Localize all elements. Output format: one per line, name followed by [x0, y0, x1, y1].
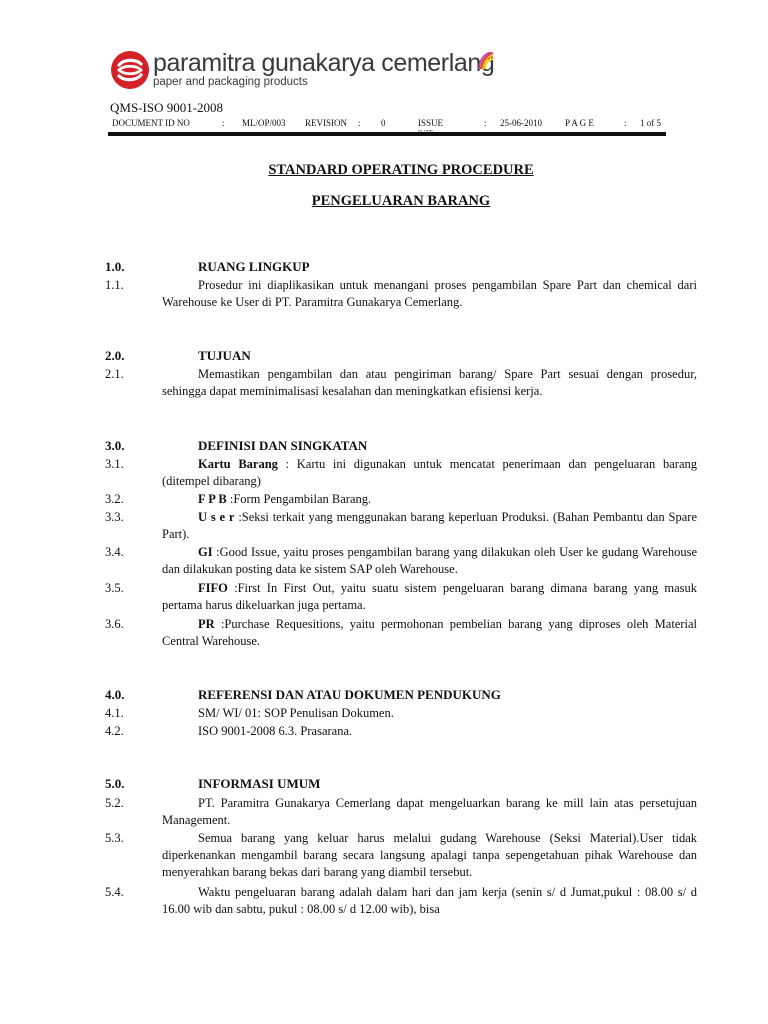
item-number: 4.1.	[105, 706, 124, 720]
company-tagline: paper and packaging products	[153, 76, 308, 88]
revision-label: REVISION	[305, 118, 347, 128]
item-text	[162, 580, 697, 614]
item-number: 5.4.	[105, 885, 124, 899]
document-title: STANDARD OPERATING PROCEDURE	[268, 162, 534, 178]
definition: :Seksi terkait yang menggunakan barang keperluan Produksi. (Bahan Pembantu dan Spare Part).	[162, 510, 697, 541]
item-text	[162, 616, 697, 650]
section-number: 5.0.	[105, 776, 125, 791]
meta-sep: :	[484, 118, 487, 128]
meta-sep: :	[222, 118, 225, 128]
section-number: 2.0.	[105, 348, 125, 363]
section-title: DEFINISI DAN SINGKATAN	[198, 438, 368, 453]
term: U s e r	[198, 510, 235, 524]
term: FIFO	[198, 581, 228, 595]
document-subtitle: PENGELUARAN BARANG	[311, 193, 491, 209]
list-item	[105, 491, 697, 508]
company-name: paramitra gunakarya cemerlang	[153, 49, 495, 77]
list-item	[105, 456, 697, 490]
issue-date-value: 25-06-2010	[500, 118, 542, 128]
list-item	[105, 277, 697, 311]
section-number: 3.0.	[105, 438, 125, 453]
section-title: TUJUAN	[198, 348, 251, 363]
list-item	[105, 616, 697, 650]
item-number: 5.3.	[105, 831, 124, 845]
meta-sep: :	[358, 118, 361, 128]
item-text: Prosedur ini diaplikasikan untuk menangani proses pengambilan Spare Part dan chemical dari Warehouse ke User di PT. Paramitra Gunakarya Cemerlang.	[162, 278, 697, 309]
item-number: 2.1.	[105, 367, 124, 381]
list-item	[105, 884, 697, 918]
item-text	[162, 509, 697, 543]
item-number: 1.1.	[105, 278, 124, 292]
list-item	[105, 509, 697, 543]
item-text	[162, 491, 697, 508]
definition: :First In First Out, yaitu suatu sistem pengeluaran barang dimana barang yang masuk pertama harus dikeluarkan juga pertama.	[162, 581, 697, 612]
company-brand	[153, 50, 494, 89]
item-text: SM/ WI/ 01: SOP Penulisan Dokumen.	[198, 706, 394, 720]
qms-label: QMS-ISO 9001-2008	[110, 100, 224, 115]
item-number: 3.5.	[105, 581, 124, 595]
header-rule	[108, 132, 666, 136]
list-item	[105, 580, 697, 614]
definition: :Purchase Requesitions, yaitu permohonan pembelian barang yang diproses oleh Material Central Warehouse.	[162, 617, 697, 648]
list-item	[105, 723, 697, 740]
doc-id-value: ML/OP/003	[242, 118, 286, 128]
list-item	[105, 366, 697, 400]
item-number: 3.3.	[105, 510, 124, 524]
section-title: INFORMASI UMUM	[198, 776, 321, 791]
item-text: Waktu pengeluaran barang adalah dalam hari dan jam kerja (senin s/ d Jumat,pukul : 08.00 s/ d 16.00 wib dan sabtu, pukul : 08.00 s/ d 12.00 wib), bisa	[162, 885, 697, 916]
term: F P B	[198, 492, 227, 506]
list-item	[105, 795, 697, 829]
list-item	[105, 705, 697, 722]
term: GI	[198, 545, 213, 559]
company-logo	[110, 50, 150, 90]
item-number: 3.4.	[105, 545, 124, 559]
list-item	[105, 544, 697, 578]
item-number: 4.2.	[105, 724, 124, 738]
item-text: Memastikan pengambilan dan atau pengiriman barang/ Spare Part sesuai dengan prosedur, sehingga dapat meminimalisasi kesalahan dan meningkatkan efisiensi kerja.	[162, 367, 697, 398]
item-text	[162, 456, 697, 490]
item-text: PT. Paramitra Gunakarya Cemerlang dapat mengeluarkan barang ke mill lain atas persetujuan Management.	[162, 796, 697, 827]
section-title: REFERENSI DAN ATAU DOKUMEN PENDUKUNG	[198, 687, 501, 702]
item-number: 3.1.	[105, 457, 124, 471]
definition: :Good Issue, yaitu proses pengambilan barang yang dilakukan oleh User ke gudang Warehouse dan dilakukan posting data ke sistem SAP oleh Warehouse.	[162, 545, 697, 576]
list-item	[105, 830, 697, 881]
section-number: 1.0.	[105, 259, 125, 274]
term: PR	[198, 617, 215, 631]
doc-id-label: DOCUMENT ID NO	[112, 118, 190, 128]
page-value: 1 of 5	[640, 118, 661, 128]
brand-flame-icon	[478, 52, 494, 70]
meta-sep: :	[624, 118, 627, 128]
item-text: ISO 9001-2008 6.3. Prasarana.	[198, 724, 353, 738]
section-number: 4.0.	[105, 687, 125, 702]
item-number: 3.2.	[105, 492, 124, 506]
term: Kartu Barang	[198, 457, 278, 471]
section-title: RUANG LINGKUP	[198, 259, 310, 274]
document-meta-row	[0, 118, 768, 132]
definition: :Form Pengambilan Barang.	[226, 492, 372, 506]
issue-label: ISSUE	[418, 118, 444, 128]
item-text	[162, 544, 697, 578]
item-number: 5.2.	[105, 796, 124, 810]
item-text: Semua barang yang keluar harus melalui gudang Warehouse (Seksi Material).User tidak diperkenankan mengambil barang secara langsung apalagi tanpa sepengetahuan pihak Warehouse dan menyerahkan barang bekas dari barang yang diambil tersebut.	[162, 831, 697, 879]
definition: : Kartu ini digunakan untuk mencatat penerimaan dan pengeluaran barang (ditempel dibarang)	[162, 457, 698, 488]
item-number: 3.6.	[105, 617, 124, 631]
revision-value: 0	[381, 118, 386, 128]
page-label: P A G E	[565, 118, 594, 128]
